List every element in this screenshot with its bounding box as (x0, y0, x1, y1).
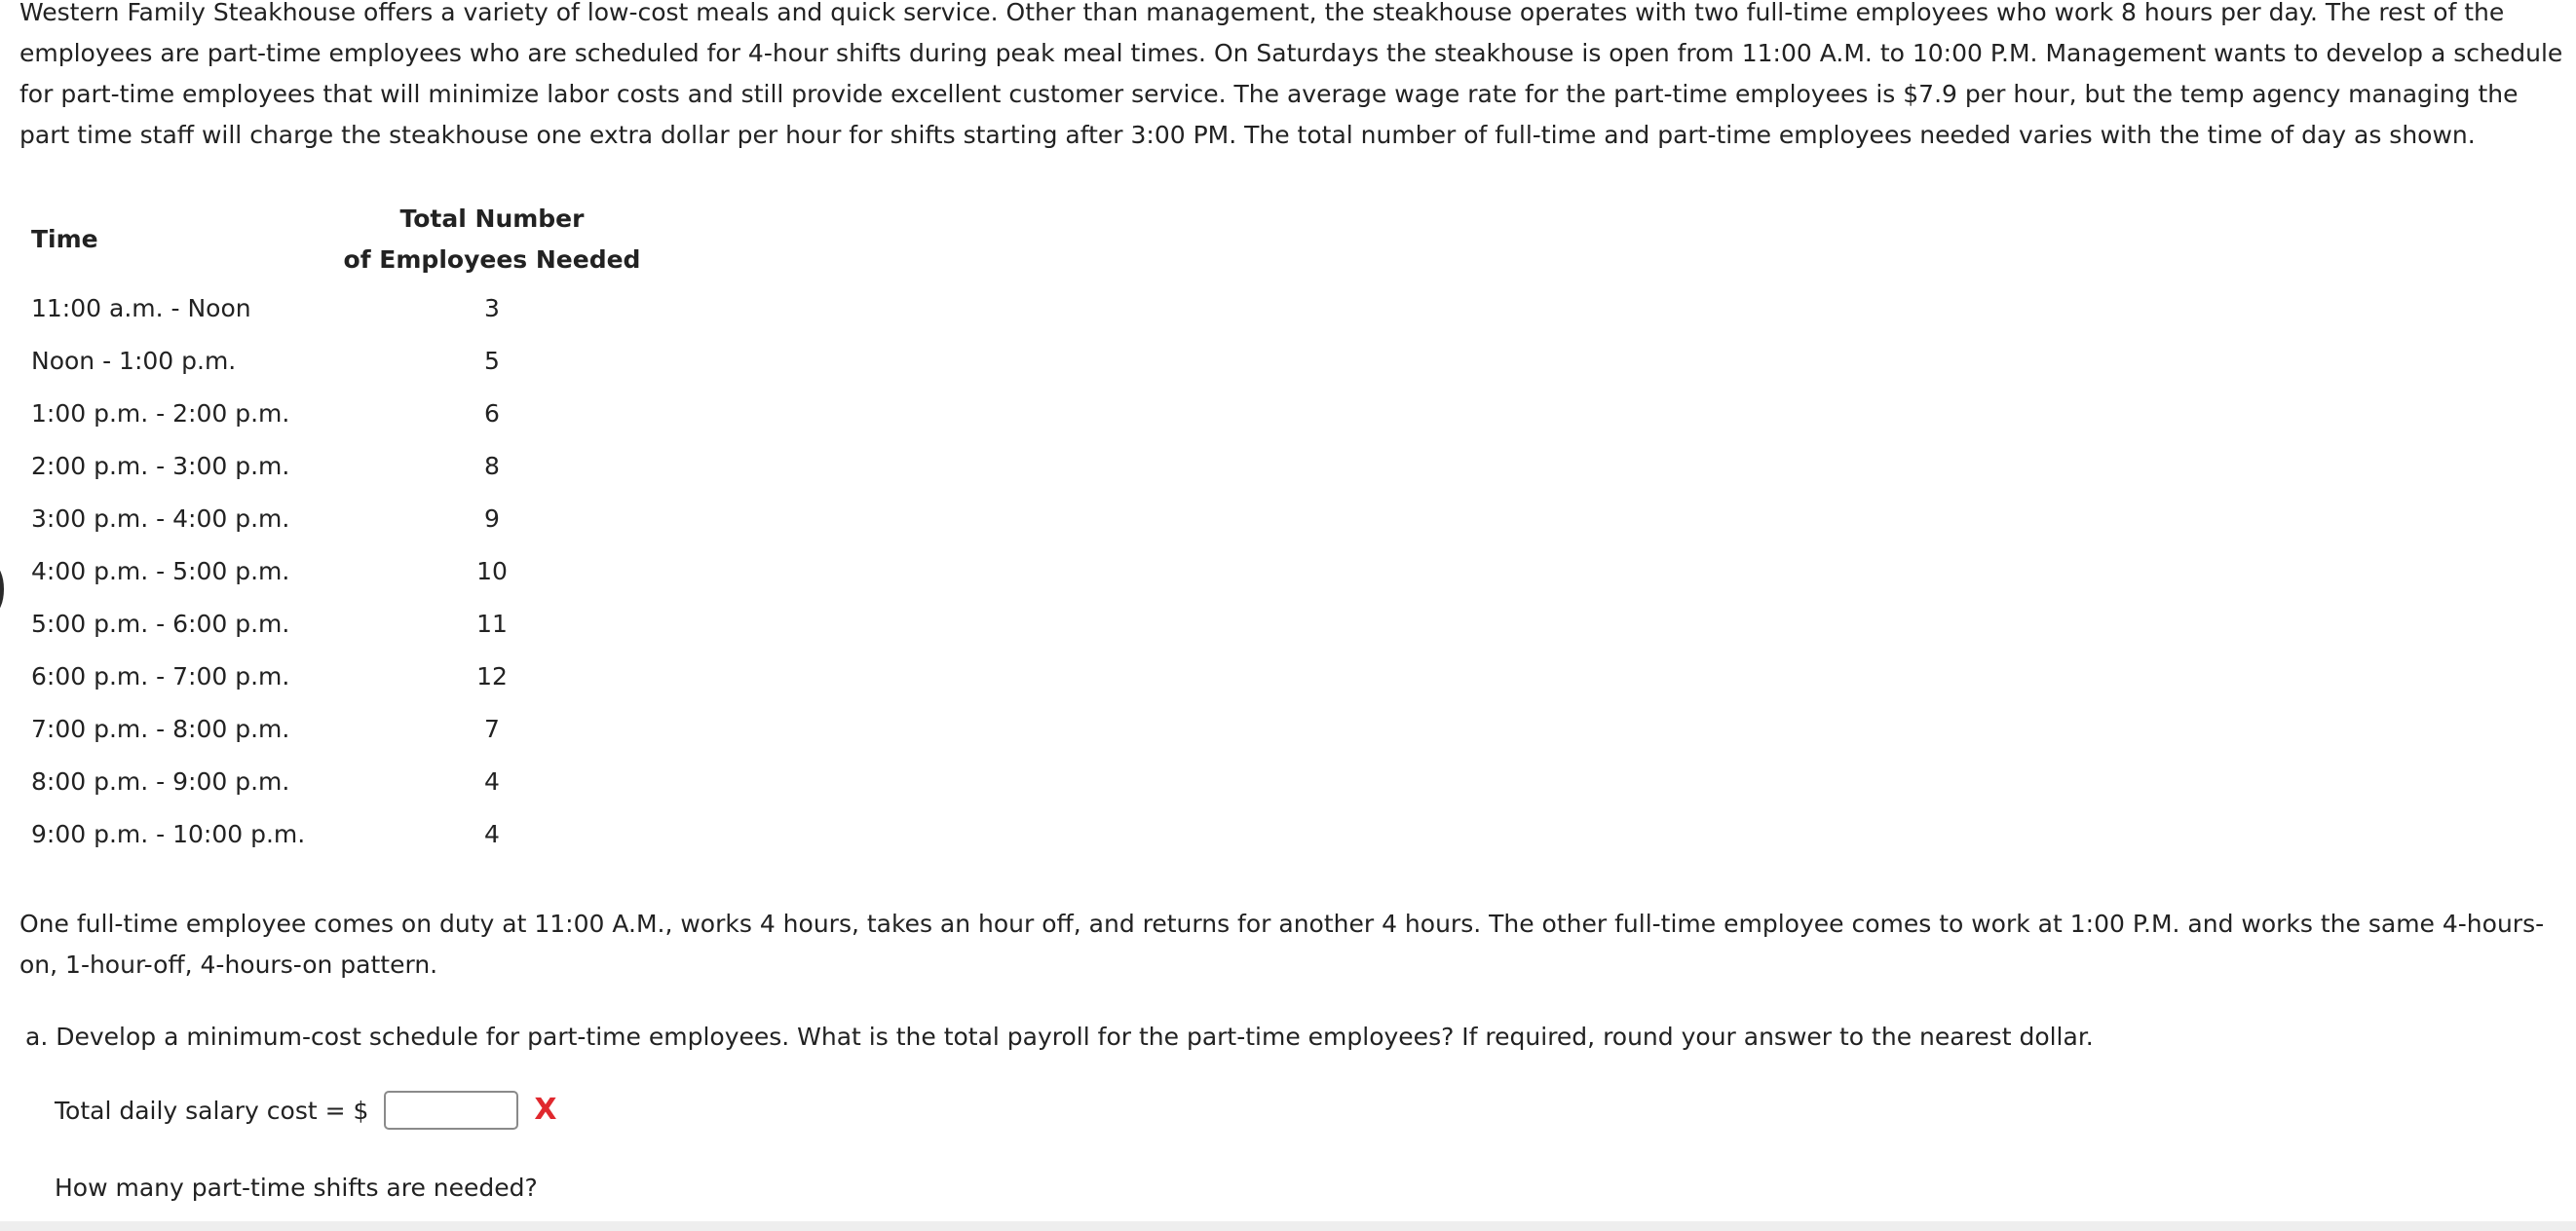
employees-needed-cell: 4 (484, 766, 500, 796)
employees-needed-cell: 9 (484, 504, 500, 533)
table-row (19, 807, 653, 860)
table-row (19, 334, 653, 387)
employees-needed-cell: 4 (484, 819, 500, 848)
time-cell: 5:00 p.m. - 6:00 p.m. (31, 609, 290, 638)
table-header-row (19, 198, 653, 281)
table-row (19, 650, 653, 702)
time-cell: 11:00 a.m. - Noon (31, 293, 251, 322)
table-row (19, 439, 653, 492)
header-employees-needed (331, 198, 653, 281)
employees-needed-cell: 10 (476, 556, 508, 585)
table-row (19, 755, 653, 807)
fulltime-description: One full-time employee comes on duty at 11:00 A.M., works 4 hours, takes an hour off, and returns for another 4 hours. The other full-time employee comes to work at 1:00 P.M. and works the same 4-hours-on, 1-hour-off, 4-hours-on pattern. (19, 910, 2545, 979)
table-row (19, 597, 653, 650)
time-cell: 3:00 p.m. - 4:00 p.m. (31, 504, 290, 533)
table-row (19, 492, 653, 544)
time-cell: 9:00 p.m. - 10:00 p.m. (31, 819, 306, 848)
problem-intro: Western Family Steakhouse offers a variety of low-cost meals and quick service. Other than management, the steakhouse operates with two full-time employees who work 8 hours per day. The rest of the employees are part-time employees who are scheduled for 4-hour shifts during peak meal times. On Saturdays the steakhouse is open from 11:00 A.M. to 10:00 P.M. Management wants to develop a schedule for part-time employees that will minimize labor costs and still provide excellent customer service. The average wage rate for the part-time employees is $7.9 per hour, but the temp agency managing the part time staff will charge the steakhouse one extra dollar per hour for shifts starting after 3:00 PM. The total number of full-time and part-time employees needed varies with the time of day as shown. (19, 0, 2563, 149)
left-edge-marker (0, 565, 4, 614)
employees-needed-cell: 6 (484, 398, 500, 428)
table-row (19, 281, 653, 334)
employees-needed-cell: 5 (484, 346, 500, 375)
employees-needed-cell: 12 (476, 661, 508, 690)
time-cell: 1:00 p.m. - 2:00 p.m. (31, 398, 290, 428)
table-row (19, 702, 653, 755)
table-row (19, 387, 653, 439)
incorrect-x-icon: X (534, 1093, 557, 1127)
employees-needed-cell: 3 (484, 293, 500, 322)
shifts-question: How many part-time shifts are needed? (55, 1174, 538, 1202)
time-cell: 2:00 p.m. - 3:00 p.m. (31, 451, 290, 480)
table-body (19, 281, 653, 860)
bottom-divider (0, 1221, 2576, 1231)
time-cell: 6:00 p.m. - 7:00 p.m. (31, 661, 290, 690)
question-a: a. Develop a minimum-cost schedule for part-time employees. What is the total payroll for the part-time employees? If required, round your answer to the nearest dollar. (25, 1023, 2094, 1051)
salary-label: Total daily salary cost = $ (55, 1096, 369, 1125)
time-cell: 4:00 p.m. - 5:00 p.m. (31, 556, 290, 585)
header-needed-line2: of Employees Needed (343, 245, 641, 274)
header-time: Time (31, 225, 98, 253)
employees-needed-cell: 7 (484, 714, 500, 743)
employees-needed-cell: 11 (476, 609, 508, 638)
salary-input[interactable] (384, 1091, 518, 1130)
time-cell: 7:00 p.m. - 8:00 p.m. (31, 714, 290, 743)
table-row (19, 544, 653, 597)
time-cell: Noon - 1:00 p.m. (31, 346, 237, 375)
time-cell: 8:00 p.m. - 9:00 p.m. (31, 766, 290, 796)
header-needed-line1: Total Number (399, 205, 585, 233)
employees-needed-table (19, 198, 653, 860)
employees-needed-cell: 8 (484, 451, 500, 480)
salary-answer-row (55, 1087, 557, 1134)
